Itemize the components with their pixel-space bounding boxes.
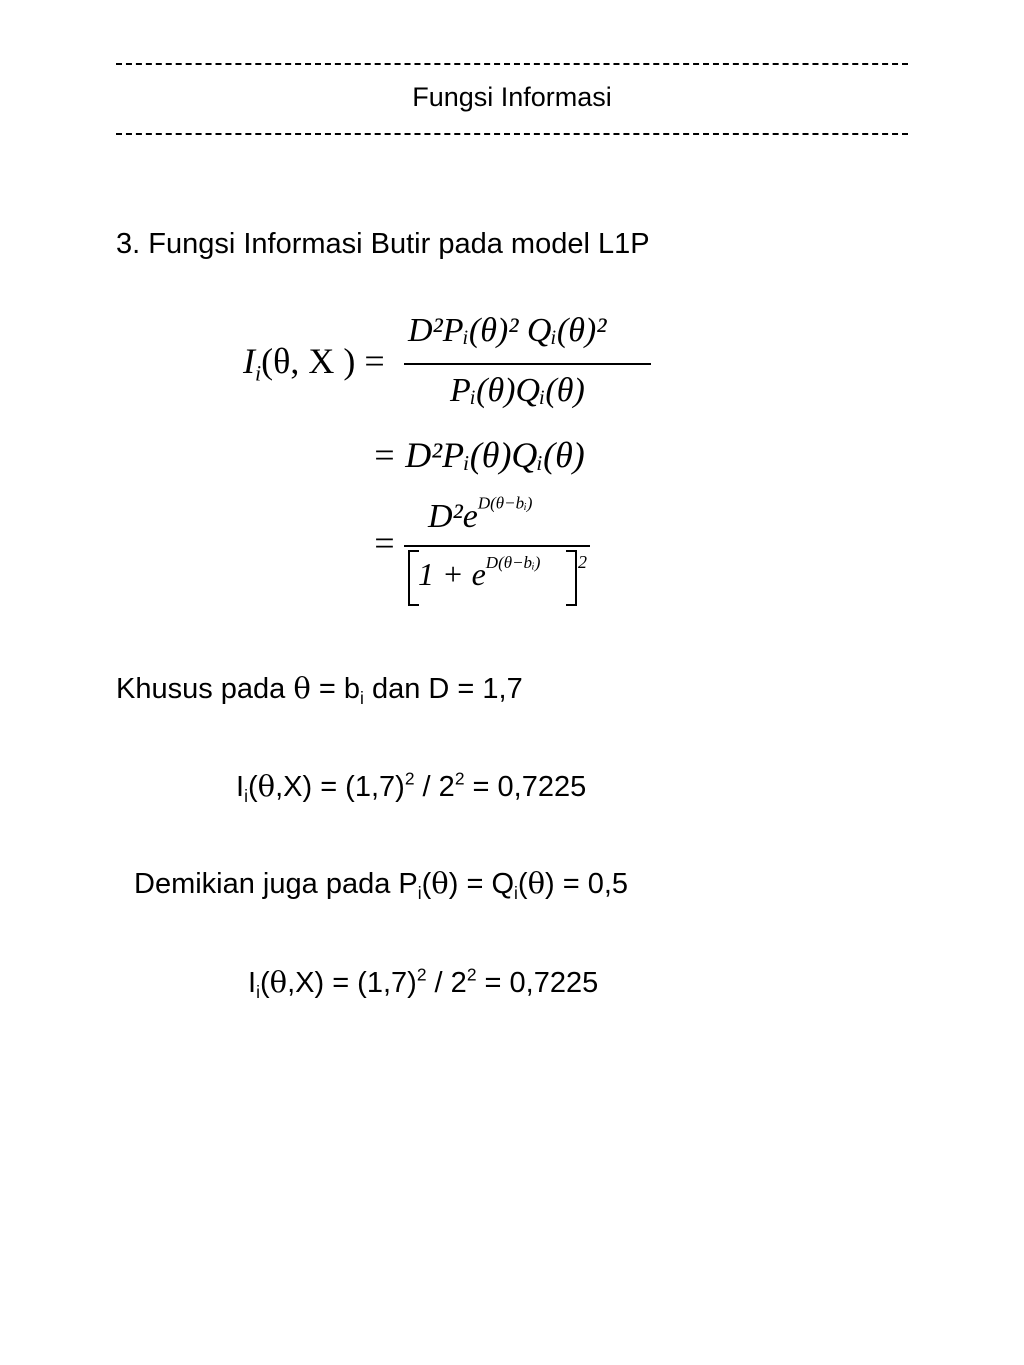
- special-line1-mid: = b: [310, 673, 361, 705]
- special-case-line-2: [134, 866, 629, 904]
- calc1-open: (: [247, 771, 258, 803]
- calc2-result: = 0,7225: [476, 967, 599, 999]
- calc2-rest: ,X) = (1,7): [287, 967, 417, 999]
- formula-line-2: = D²Pᵢ(θ)Qᵢ(θ): [372, 435, 585, 475]
- formula-numerator-3: [428, 493, 533, 536]
- calc2-sub: i: [256, 982, 260, 1003]
- calc1-slash: / 2: [414, 771, 455, 803]
- calc2-slash: / 2: [426, 967, 467, 999]
- line2-mid: ) = Q: [448, 868, 515, 900]
- header-divider-top: [116, 63, 908, 65]
- formula-denominator-3: [418, 553, 541, 593]
- calc1-sub: i: [244, 786, 248, 807]
- calc1-result: = 0,7225: [464, 771, 587, 803]
- formula-num3-exp: D(θ−bᵢ): [477, 493, 533, 513]
- formula-num3-base: D²e: [428, 498, 478, 535]
- special-line1-suffix: dan D = 1,7: [363, 673, 523, 705]
- calc2-sup1: 2: [416, 964, 427, 985]
- fraction-bar-1: [404, 363, 651, 365]
- page-title: Fungsi Informasi: [412, 82, 612, 112]
- formula-lhs-sub: i: [255, 360, 262, 386]
- line2-theta2: θ: [527, 866, 546, 900]
- calc1-I: I: [236, 771, 245, 803]
- line2-sub1: i: [417, 883, 422, 904]
- bracket-right: [566, 550, 577, 606]
- formula-den3-exp: D(θ−bᵢ): [485, 553, 541, 572]
- line2-theta1: θ: [431, 866, 449, 900]
- calculation-line-1: [236, 768, 587, 807]
- calc1-theta: θ: [257, 769, 276, 803]
- line2-prefix: Demikian juga pada P: [134, 868, 418, 900]
- calculation-line-2: [248, 964, 599, 1003]
- special-case-line-1: [116, 671, 523, 709]
- formula-lhs-args: (θ, X ) =: [261, 341, 385, 381]
- calc2-I: I: [248, 967, 257, 999]
- formula-den3-power: 2: [578, 552, 587, 572]
- formula-lhs-symbol: I: [243, 341, 255, 381]
- section-heading: 3. Fungsi Informasi Butir pada model L1P: [116, 228, 650, 260]
- line2-suffix: ) = 0,5: [545, 868, 629, 900]
- calc2-open: (: [259, 967, 270, 999]
- calc2-sup2: 2: [466, 964, 477, 985]
- line2-sub2: i: [514, 883, 518, 904]
- special-line1-prefix: Khusus pada: [116, 673, 294, 705]
- special-line1-sub: i: [360, 688, 364, 709]
- formula-lhs: [243, 340, 385, 386]
- formula-denominator-1: Pᵢ(θ)Qᵢ(θ): [450, 372, 585, 409]
- formula-eq-3: =: [372, 523, 397, 563]
- calc1-rest: ,X) = (1,7): [275, 771, 405, 803]
- fraction-bar-3: [404, 545, 590, 547]
- formula-numerator-1: D²Pᵢ(θ)² Qᵢ(θ)²: [408, 312, 607, 349]
- theta-symbol: θ: [293, 671, 311, 705]
- line2-open1: (: [421, 868, 432, 900]
- header-divider-bottom: [116, 133, 908, 135]
- formula-den3-base: 1 + e: [418, 556, 486, 592]
- calc2-theta: θ: [269, 965, 288, 999]
- line2-open2: (: [517, 868, 528, 900]
- calc1-sup2: 2: [454, 768, 465, 789]
- calc1-sup1: 2: [404, 768, 415, 789]
